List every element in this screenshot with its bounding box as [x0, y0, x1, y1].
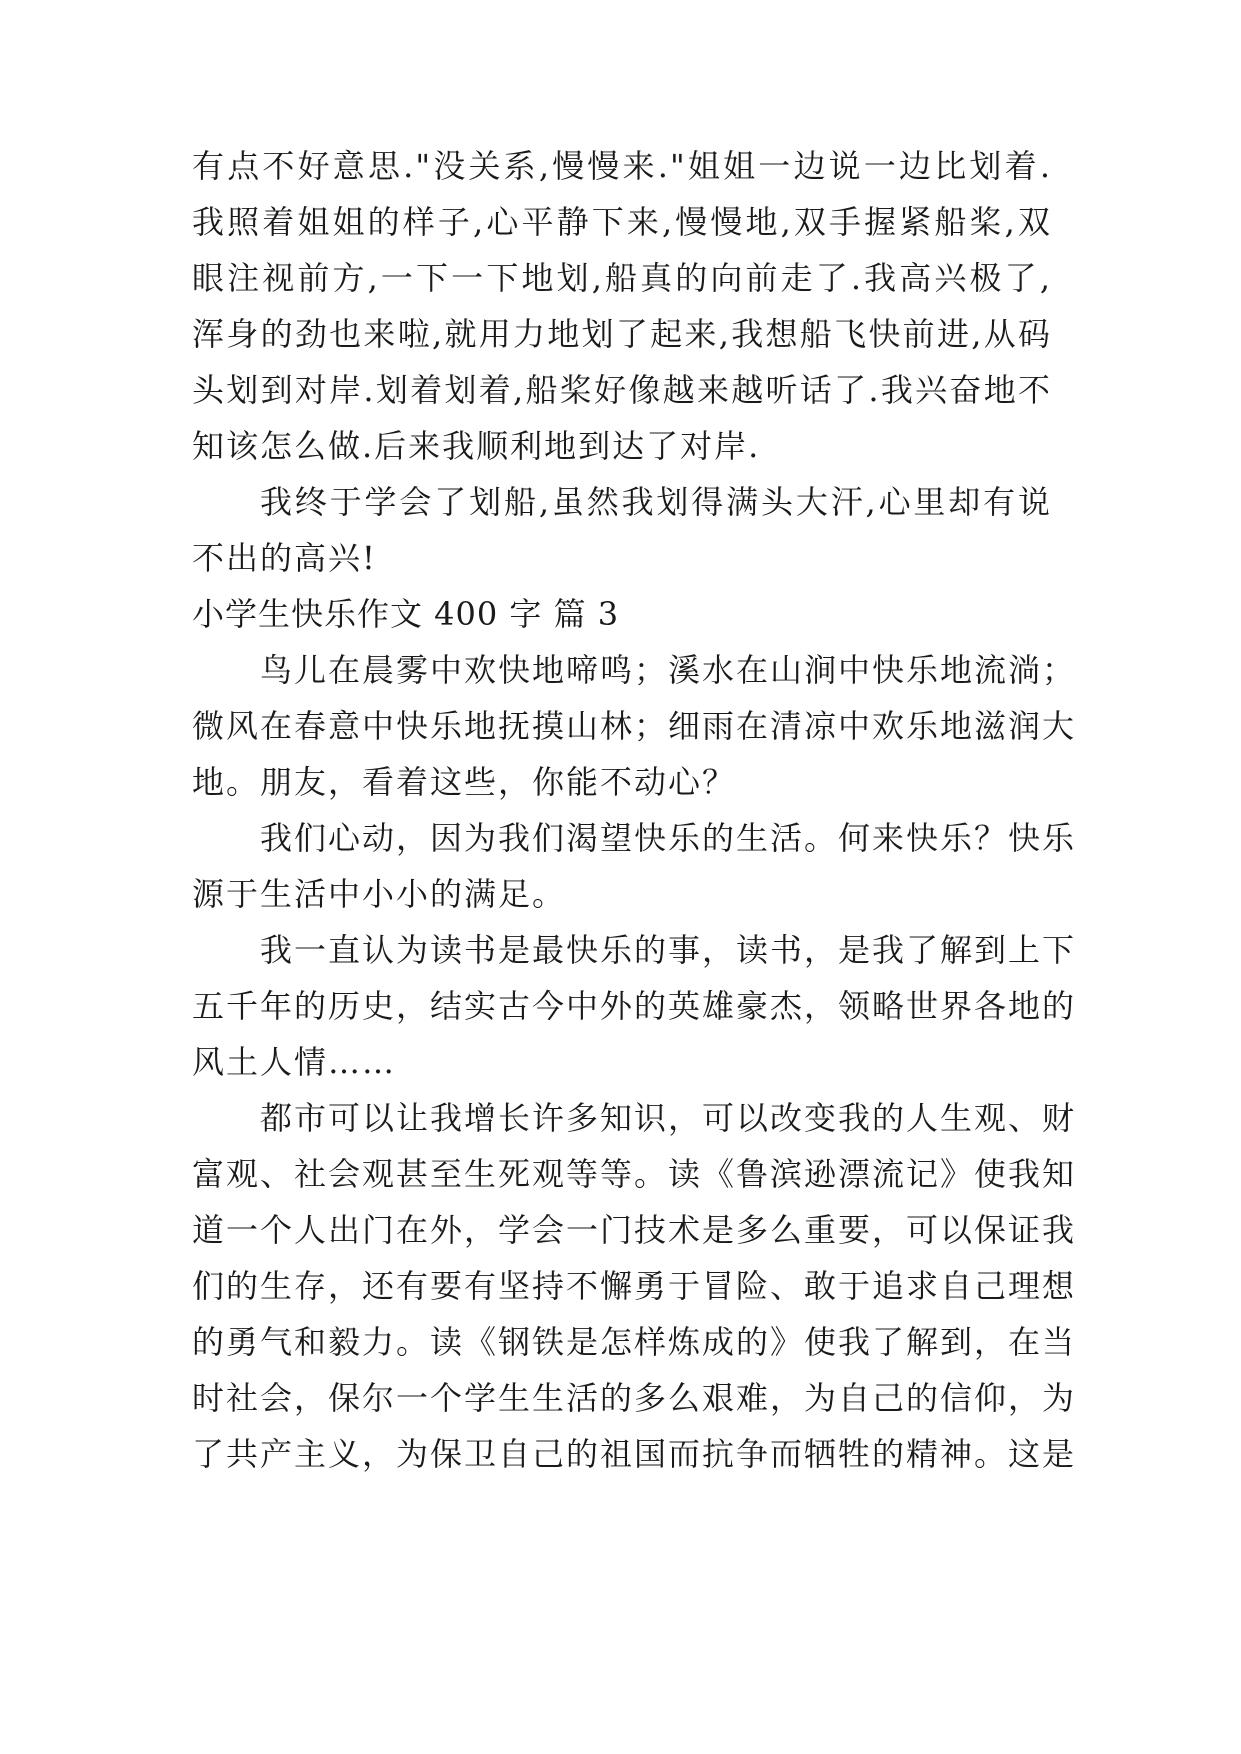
- text-line: 时社会，保尔一个学生生活的多么艰难，为自己的信仰，为: [192, 1379, 1077, 1417]
- paragraph-nature-joy: [192, 642, 1077, 810]
- text-line: 有点不好意思."没关系,慢慢来."姐姐一边说一边比划着.: [192, 147, 1052, 185]
- text-line: 我终于学会了划船,虽然我划得满头大汗,心里却有说: [260, 483, 1052, 521]
- text-line: 们的生存，还有要有坚持不懈勇于冒险、敢于追求自己理想: [192, 1267, 1077, 1305]
- text-line: 头划到对岸.划着划着,船桨好像越来越听话了.我兴奋地不: [192, 371, 1052, 409]
- paragraph-rowing-story: [192, 138, 1052, 474]
- text-line: 我们心动，因为我们渴望快乐的生活。何来快乐？快乐: [260, 819, 1077, 857]
- paragraph-rowing-conclusion: [192, 474, 1052, 586]
- text-line: 了共产主义，为保卫自己的祖国而抗争而牺牲的精神。这是: [192, 1435, 1077, 1473]
- text-line: 道一个人出门在外，学会一门技术是多么重要，可以保证我: [192, 1211, 1077, 1249]
- text-line: 风土人情……: [192, 1043, 397, 1081]
- text-line: 鸟儿在晨雾中欢快地啼鸣；溪水在山涧中快乐地流淌；: [260, 651, 1077, 689]
- text-line: 眼注视前方,一下一下地划,船真的向前走了.我高兴极了,: [192, 259, 1052, 297]
- text-line: 微风在春意中快乐地抚摸山林；细雨在清凉中欢乐地滋润大: [192, 707, 1077, 745]
- text-line: 地。朋友，看着这些，你能不动心？: [192, 763, 737, 801]
- text-line: 都市可以让我增长许多知识，可以改变我的人生观、财: [260, 1099, 1077, 1137]
- text-line: 的勇气和毅力。读《钢铁是怎样炼成的》使我了解到，在当: [192, 1323, 1077, 1361]
- text-line: 五千年的历史，结实古今中外的英雄豪杰，领略世界各地的: [192, 987, 1077, 1025]
- paragraph-heart-moved: [192, 810, 1077, 922]
- text-line: 我照着姐姐的样子,心平静下来,慢慢地,双手握紧船桨,双: [192, 203, 1052, 241]
- text-line: 知该怎么做.后来我顺利地到达了对岸.: [192, 427, 761, 465]
- text-line: 源于生活中小小的满足。: [192, 875, 567, 913]
- text-line: 我一直认为读书是最快乐的事，读书，是我了解到上下: [260, 931, 1077, 969]
- text-line: 浑身的劲也来啦,就用力地划了起来,我想船飞快前进,从码: [192, 315, 1052, 353]
- paragraph-reading-knowledge: [192, 1090, 1077, 1482]
- paragraph-reading-joy: [192, 922, 1077, 1090]
- section-heading: 小学生快乐作文 400 字 篇 3: [192, 595, 620, 633]
- document-body: [192, 138, 1077, 1482]
- text-line: 富观、社会观甚至生死观等等。读《鲁滨逊漂流记》使我知: [192, 1155, 1077, 1193]
- text-line: 不出的高兴!: [192, 539, 377, 577]
